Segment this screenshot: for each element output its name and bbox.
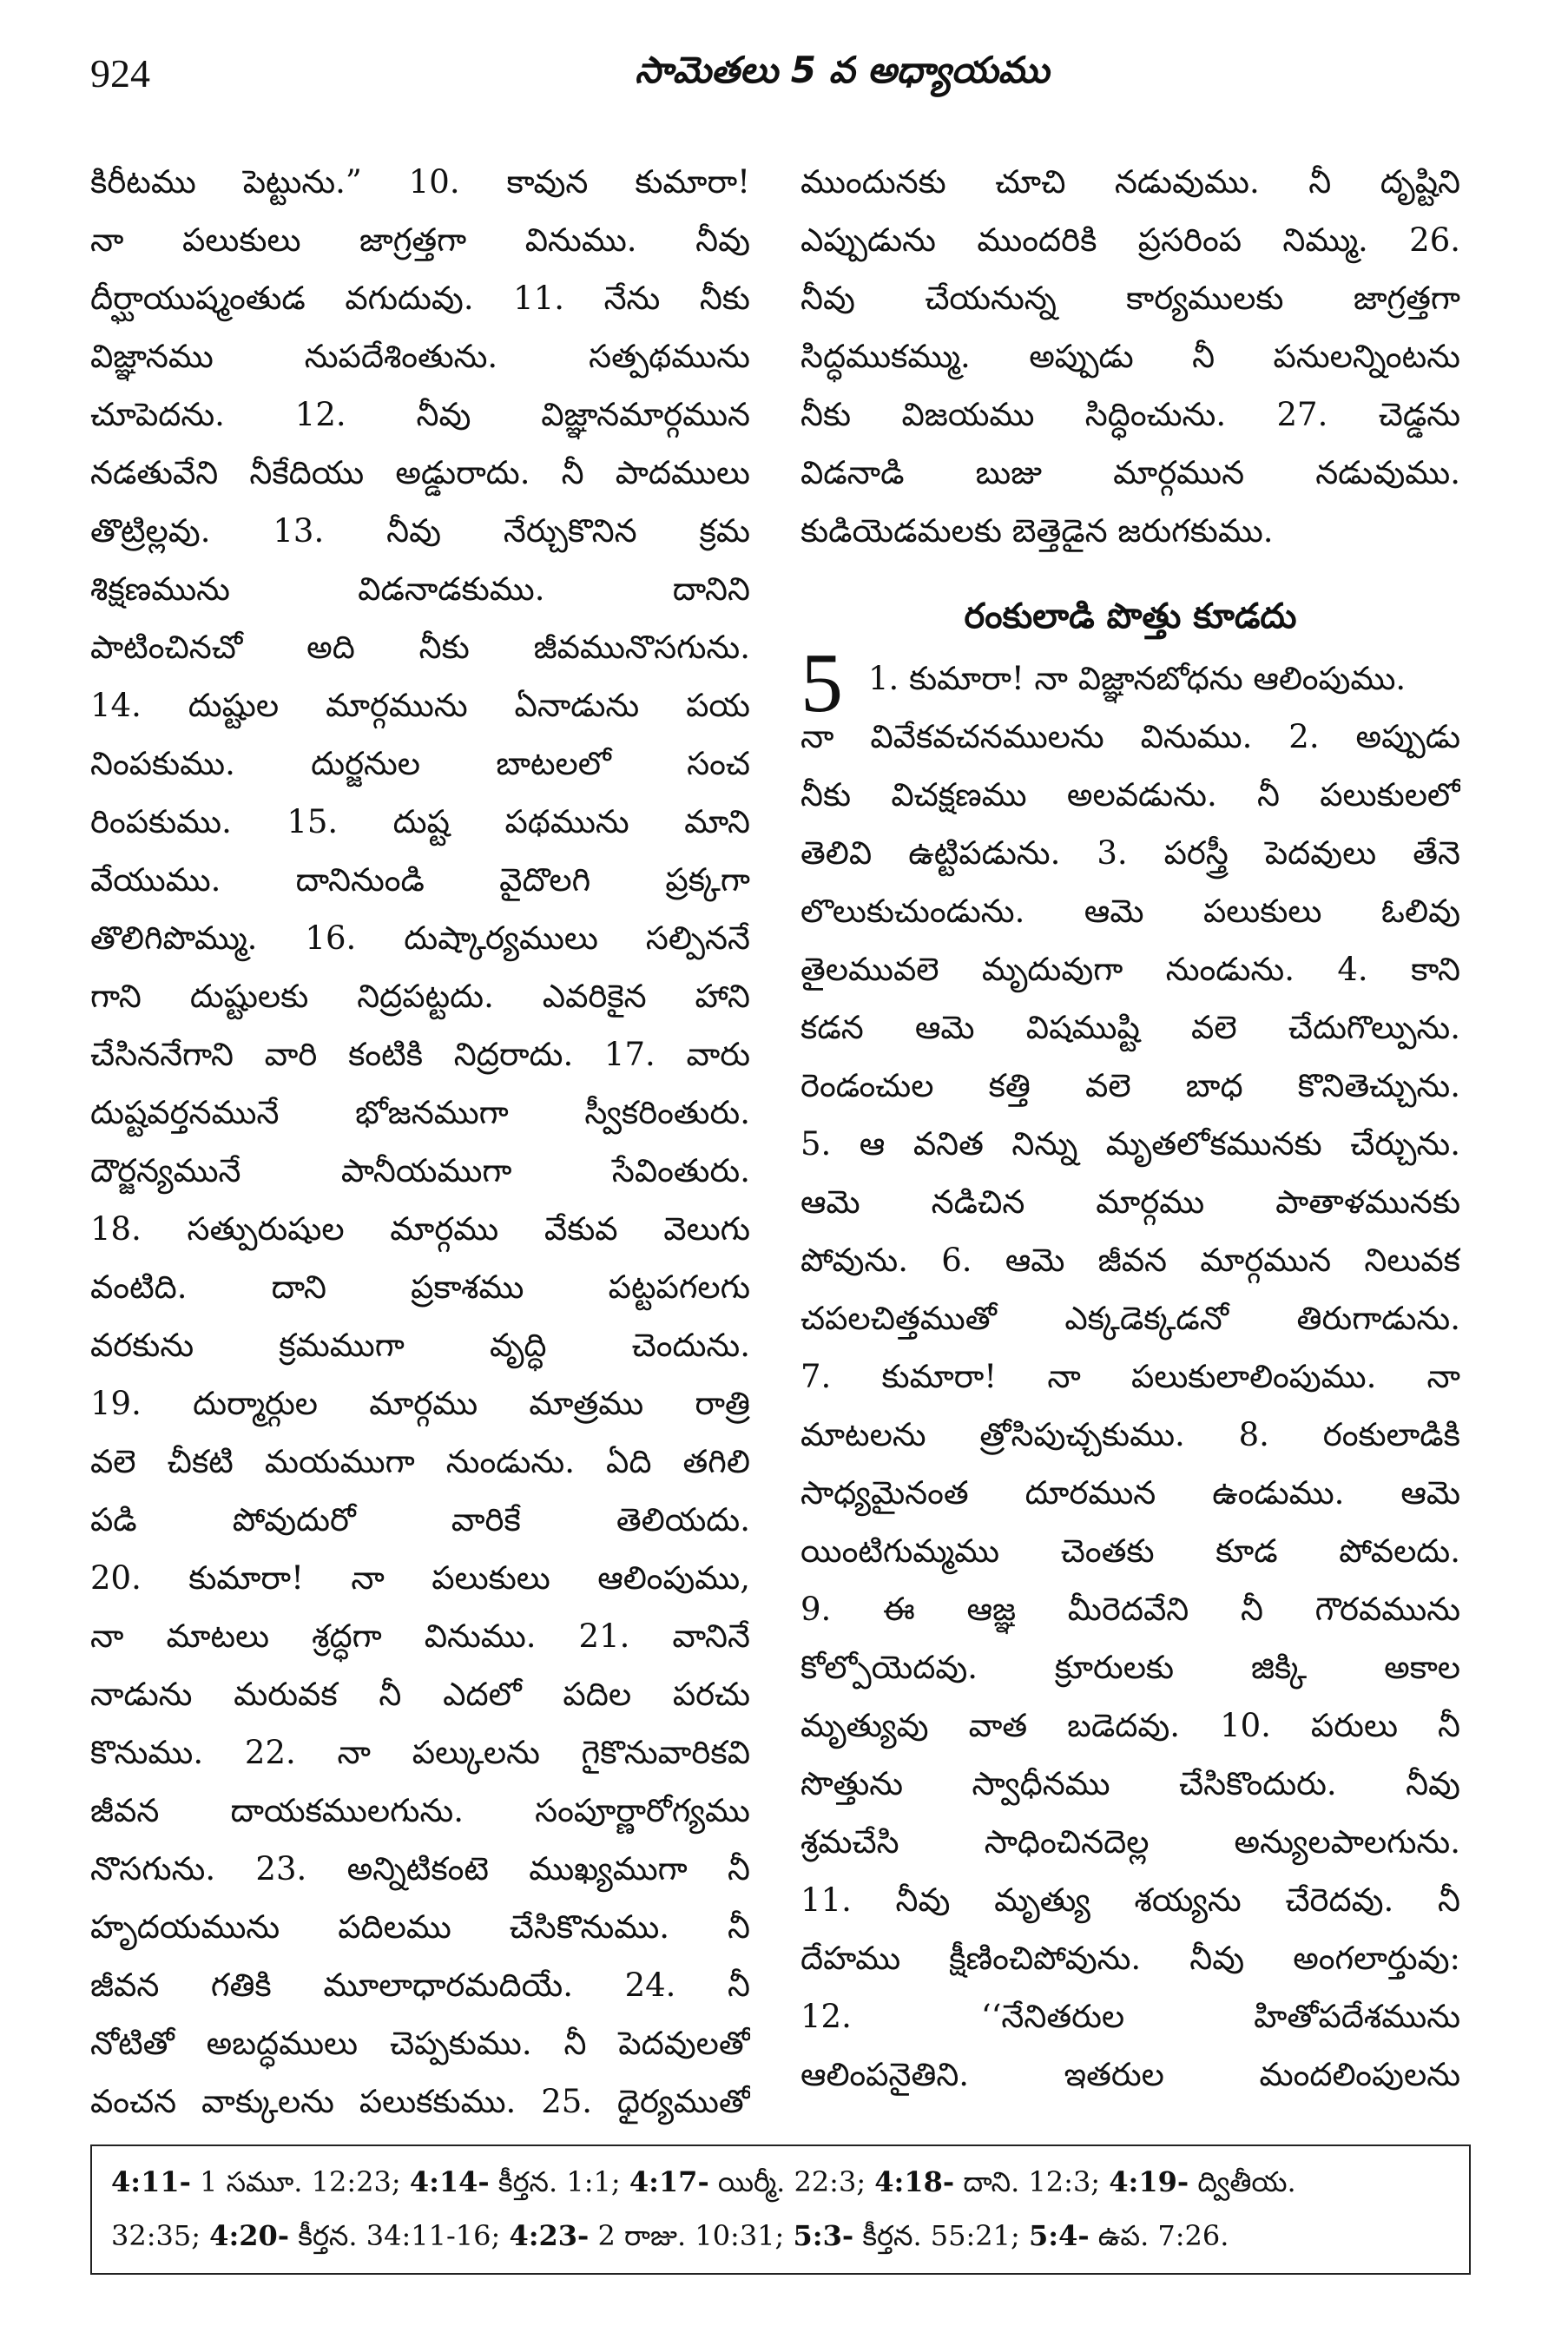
text-line: వంటిది. దాని ప్రకాశము పట్టపగలగు (90, 1268, 750, 1306)
text-line: జీవన గతికి మూలాధారమదియే. 24. నీ (90, 1967, 750, 2004)
text-line: నింపకుము. దుర్జనుల బాటలలో సంచ (90, 745, 750, 782)
text-line: చూపెదను. 12. నీవు విజ్ఞానమార్గమున (90, 396, 750, 433)
chapter-number: 5 (800, 636, 843, 730)
text-line: లొలుకుచుండును. ఆమె పలుకులు ఓలివు (800, 893, 1460, 930)
footnote-reference: 4:18- (874, 2165, 955, 2198)
text-line: నాడును మరువక నీ ఎదలో పదిల పరచు (90, 1676, 750, 1713)
text-line: నీవు చేయనున్న కార్యములకు జాగ్రత్తగా (800, 280, 1460, 317)
footnotes-box (90, 2144, 1471, 2275)
text-line: పడి పోవుదురో వారికే తెలియదు. (90, 1501, 750, 1538)
footnote-text: 32:35; (111, 2219, 210, 2252)
chapter-first-line: 1. కుమారా! నా విజ్ఞానబోధను ఆలింపుము. (868, 660, 1407, 697)
page-number: 924 (90, 51, 150, 96)
text-line: మృత్యువు వాత బడెదవు. 10. పరులు నీ (800, 1707, 1460, 1744)
footnote-reference: 4:17- (629, 2165, 709, 2198)
footnote-reference: 4:19- (1109, 2165, 1189, 2198)
text-line: సొత్తును స్వాధీనము చేసికొందురు. నీవు (800, 1765, 1460, 1802)
footnote-reference: 5:4- (1028, 2219, 1090, 2252)
text-line: ఆలింపనైతిని. ఇతరుల మందలింపులను (800, 2056, 1460, 2093)
text-line: చేసిననేగాని వారి కంటికి నిద్రరాదు. 17. వారు (90, 1036, 750, 1073)
text-line: పోవును. 6. ఆమె జీవన మార్గమున నిలువక (800, 1242, 1460, 1279)
text-line: కడన ఆమె విషముష్టి వలె చేదుగొల్పును. (800, 1009, 1460, 1046)
text-line: దుష్టవర్తనమునే భోజనముగా స్వీకరింతురు. (90, 1094, 750, 1131)
text-line: 5. ఆ వనిత నిన్ను మృతలోకమునకు చేర్చును. (800, 1125, 1460, 1163)
text-line: 20. కుమారా! నా పలుకులు ఆలింపుము, (90, 1559, 750, 1597)
text-line: దీర్ఘాయుష్మంతుడ వగుదువు. 11. నేను నీకు (90, 280, 750, 317)
text-line: సాధ్యమైనంత దూరమున ఉండుము. ఆమె (800, 1474, 1460, 1512)
text-line: దేహము క్షీణించిపోవును. నీవు అంగలార్తువు: (800, 1940, 1460, 1977)
text-line: రింపకుము. 15. దుష్ట పథమును మాని (90, 803, 750, 840)
text-line: సిద్ధముకమ్ము. అప్పుడు నీ పనులన్నింటను (800, 338, 1460, 375)
text-line: నా వివేకవచనములను వినుము. 2. అప్పుడు (800, 718, 1460, 755)
text-line: గాని దుష్టులకు నిద్రపట్టదు. ఎవరికైన హాని (90, 978, 750, 1015)
text-line: జీవన దాయకములగును. సంపూర్ణారోగ్యము (90, 1792, 750, 1829)
text-line: 14. దుష్టుల మార్గమును ఏనాడును పయ (90, 687, 750, 724)
text-line: నా మాటలు శ్రద్ధగా వినుము. 21. వానినే (90, 1617, 750, 1655)
text-line: పాటించినచో అది నీకు జీవమునొసగును. (90, 629, 750, 666)
text-line: విజ్ఞానము నుపదేశింతును. సత్పథమును (90, 338, 750, 375)
text-line: హృదయమును పదిలము చేసికొనుము. నీ (90, 1908, 750, 1946)
footnote-text: ద్వితీయ. (1189, 2165, 1296, 2198)
text-line: 7. కుమారా! నా పలుకులాలింపుము. నా (800, 1358, 1460, 1395)
footnote-text: 2 రాజు. 10:31; (589, 2219, 794, 2252)
footnote-reference: 4:23- (509, 2219, 590, 2252)
footnote-line (111, 2155, 1450, 2209)
footnote-text: కీర్తన. 1:1; (489, 2165, 629, 2198)
text-line: కోల్పోయెదవు. క్రూరులకు జిక్కి అకాల (800, 1649, 1460, 1686)
footnote-text: 1 సమూ. 12:23; (190, 2165, 410, 2198)
text-line: నోటితో అబద్ధములు చెప్పకుము. నీ పెదవులతో (90, 2025, 750, 2062)
footnote-reference: 4:11- (111, 2165, 191, 2198)
text-line: 12. ‘‘నేనితరుల హితోపదేశమును (800, 1998, 1460, 2035)
text-line: తొలిగిపొమ్ము. 16. దుష్కార్యములు సల్పిననే (90, 919, 750, 957)
footnote-text: ఉప. 7:26. (1089, 2219, 1229, 2252)
text-line: తెలివి ఉట్టిపడును. 3. పరస్త్రీ పెదవులు తేనె (800, 834, 1460, 872)
text-line: కొనుము. 22. నా పల్కులను గైకొనువారికవి (90, 1734, 750, 1771)
text-line: నీకు విచక్షణము అలవడును. నీ పలుకులలో (800, 776, 1460, 814)
text-line: ఎప్పుడును ముందరికి ప్రసరింప నిమ్ము. 26. (800, 221, 1460, 259)
text-line: చపలచిత్తముతో ఎక్కడెక్కడనో తిరుగాడును. (800, 1300, 1460, 1337)
text-line: శ్రమచేసి సాధించినదెల్ల అన్యులపాలగును. (800, 1823, 1460, 1861)
footnote-line (111, 2209, 1450, 2263)
footnote-text: యిర్మీ. 22:3; (708, 2165, 875, 2198)
text-line: 9. ఈ ఆజ్ఞ మీరెదవేని నీ గౌరవమును (800, 1591, 1460, 1628)
text-line: వేయుము. దానినుండి వైదొలగి ప్రక్కగా (90, 861, 750, 899)
right-column (800, 153, 1460, 2104)
text-line: శిక్షణమును విడనాడకుము. దానిని (90, 570, 750, 608)
text-line: కిరీటము పెట్టును.” 10. కావున కుమారా! (90, 163, 750, 201)
right-column-top-text (800, 153, 1460, 560)
text-line: మాటలను త్రోసిపుచ్చకుము. 8. రంకులాడికి (800, 1416, 1460, 1453)
text-line: రెండంచుల కత్తి వలె బాధ కొనితెచ్చును. (800, 1067, 1460, 1104)
text-line: నా పలుకులు జాగ్రత్తగా వినుము. నీవు (90, 221, 750, 259)
chapter-start-line (800, 636, 1460, 730)
text-line: 19. దుర్మార్గుల మార్గము మాత్రము రాత్రి (90, 1385, 750, 1422)
text-line: యింటిగుమ్మము చెంతకు కూడ పోవలదు. (800, 1532, 1460, 1570)
text-line: నడతువేని నీకేదియు అడ్డురాదు. నీ పాదములు (90, 454, 750, 491)
footnote-text: కీర్తన. 55:21; (853, 2219, 1029, 2252)
text-line: విడనాడి బుజు మార్గమున నడువుము. (800, 454, 1460, 491)
text-line: వరకును క్రమముగా వృద్ధి చెందును. (90, 1327, 750, 1364)
right-column-bottom-text (800, 708, 1460, 2104)
left-column (90, 153, 750, 2131)
text-line: 18. సత్పురుషుల మార్గము వేకువ వెలుగు (90, 1210, 750, 1248)
text-line: తొట్రిల్లవు. 13. నీవు నేర్చుకొనిన క్రమ (90, 512, 750, 550)
footnote-reference: 4:20- (209, 2219, 290, 2252)
section-heading: రంకులాడి పొత్తు కూడదు (964, 596, 1297, 636)
text-line: 11. నీవు మృత్యు శయ్యను చేరెదవు. నీ (800, 1881, 1460, 1919)
text-line: కుడియెడమలకు బెత్తెడైన జరుగకుము. (800, 512, 1274, 550)
text-line: వంచన వాక్కులను పలుకకుము. 25. ధైర్యముతో (90, 2083, 750, 2120)
text-line: ఆమె నడిచిన మార్గము పాతాళమునకు (800, 1183, 1460, 1221)
text-line: వలె చీకటి మయముగా నుండును. ఏది తగిలి (90, 1443, 750, 1480)
text-line: ముందునకు చూచి నడువుము. నీ దృష్టిని (800, 163, 1460, 201)
text-line: నీకు విజయము సిద్ధించును. 27. చెడ్డను (800, 396, 1460, 433)
footnote-reference: 4:14- (409, 2165, 490, 2198)
footnote-text: దాని. 12:3; (954, 2165, 1110, 2198)
footnote-reference: 5:3- (793, 2219, 854, 2252)
text-line: దౌర్జన్యమునే పానీయముగా సేవింతురు. (90, 1152, 750, 1189)
text-line: తైలమువలె మృదువుగా నుండును. 4. కాని (800, 951, 1460, 988)
footnote-text: కీర్తన. 34:11-16; (289, 2219, 510, 2252)
running-title: సామెతలు 5 వ అధ్యాయము (635, 49, 1050, 91)
text-line: నొసగును. 23. అన్నిటికంటె ముఖ్యముగా నీ (90, 1850, 750, 1888)
